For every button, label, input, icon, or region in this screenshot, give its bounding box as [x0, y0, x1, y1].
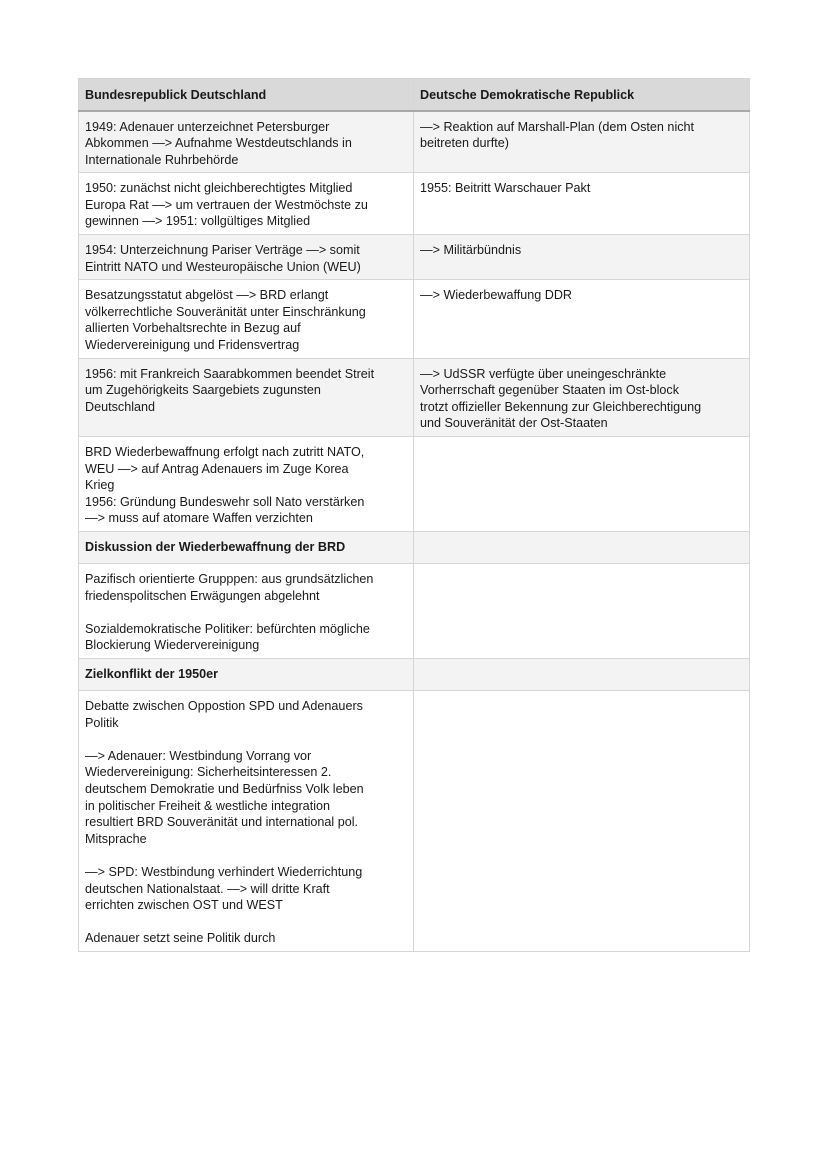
section-row	[79, 659, 750, 691]
cell-ddr: —> Reaktion auf Marshall-Plan (dem Osten nicht beitreten durfte)	[414, 111, 750, 173]
header-brd: Bundesrepublick Deutschland	[79, 79, 414, 111]
header-ddr: Deutsche Demokratische Republick	[414, 79, 750, 111]
cell-ddr: —> Militärbündnis	[414, 235, 750, 280]
cell-ddr: —> UdSSR verfügte über uneingeschränkte Vorherrschaft gegenüber Staaten im Ost-block trotzt offizieller Bekennung zur Gleichberechtigung und Souveränität der Ost-Staaten	[414, 358, 750, 436]
cell-brd: Debatte zwischen Oppostion SPD und Adenauers Politik —> Adenauer: Westbindung Vorrang vor Wiedervereinigung: Sicherheitsinteressen 2. deutschem Demokratie und Bedürfniss Volk leben in politischer Freiheit & westliche integration resultiert BRD Souveränität und international pol. Mitsprache —> SPD: Westbindung verhindert Wiederrichtung deutschen Nationalstaat. —> will dritte Kraft errichten zwischen OST und WEST Adenauer setzt seine Politik durch	[79, 691, 414, 952]
table-row	[79, 173, 750, 235]
cell-brd: BRD Wiederbewaffnung erfolgt nach zutritt NATO, WEU —> auf Antrag Adenauers im Zuge Korea Krieg 1956: Gründung Bundeswehr soll Nato verstärken —> muss auf atomare Waffen verzichten	[79, 437, 414, 532]
cell-ddr	[414, 564, 750, 659]
cell-ddr	[414, 659, 750, 691]
cell-ddr: —> Wiederbewaffung DDR	[414, 280, 750, 358]
cell-brd: Besatzungsstatut abgelöst —> BRD erlangt völkerrechtliche Souveränität unter Einschränkung allierten Vorbehaltsrechte in Bezug auf Wiedervereinigung und Fridensvertrag	[79, 280, 414, 358]
table-row	[79, 564, 750, 659]
cell-ddr	[414, 691, 750, 952]
table-row	[79, 280, 750, 358]
cell-brd: 1954: Unterzeichnung Pariser Verträge —> somit Eintritt NATO und Westeuropäische Union (WEU)	[79, 235, 414, 280]
cell-brd: Pazifisch orientierte Grupppen: aus grundsätzlichen friedenspolitschen Erwägungen abgelehnt Sozialdemokratische Politiker: befürchten mögliche Blockierung Wiedervereinigung	[79, 564, 414, 659]
cell-brd: 1956: mit Frankreich Saarabkommen beendet Streit um Zugehörigkeits Saargebiets zugunsten Deutschland	[79, 358, 414, 436]
cell-ddr	[414, 437, 750, 532]
section-heading: Diskussion der Wiederbewaffnung der BRD	[79, 532, 414, 564]
table-row	[79, 691, 750, 952]
comparison-table	[78, 78, 750, 952]
section-heading: Zielkonflikt der 1950er	[79, 659, 414, 691]
cell-ddr: 1955: Beitritt Warschauer Pakt	[414, 173, 750, 235]
cell-brd: 1950: zunächst nicht gleichberechtigtes Mitglied Europa Rat —> um vertrauen der Westmöchste zu gewinnen —> 1951: vollgültiges Mitglied	[79, 173, 414, 235]
table-row	[79, 358, 750, 436]
table-row	[79, 235, 750, 280]
header-row	[79, 79, 750, 111]
table-row	[79, 111, 750, 173]
section-row	[79, 532, 750, 564]
cell-brd: 1949: Adenauer unterzeichnet Petersburger Abkommen —> Aufnahme Westdeutschlands in Internationale Ruhrbehörde	[79, 111, 414, 173]
cell-ddr	[414, 532, 750, 564]
table-row	[79, 437, 750, 532]
